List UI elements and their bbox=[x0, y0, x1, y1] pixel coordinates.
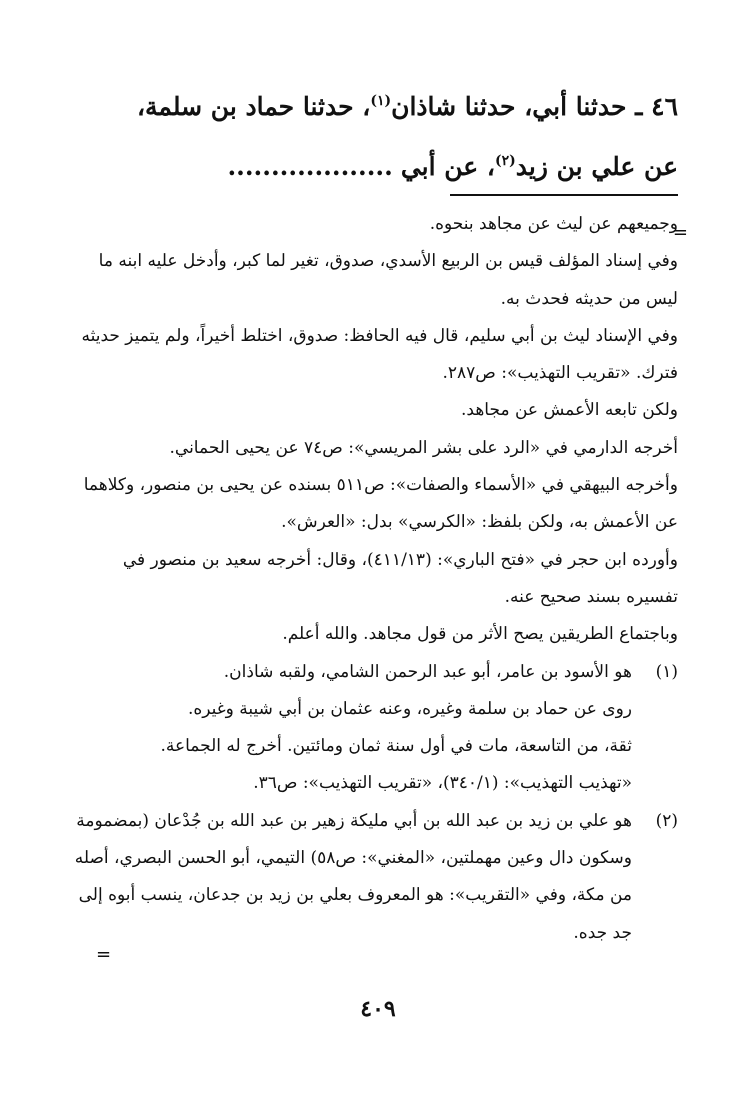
footnote-line: روى عن حماد بن سلمة وغيره، وعنه عثمان بن أبي شيبة وغيره. bbox=[187, 698, 632, 719]
main-text bbox=[78, 72, 678, 196]
main-line-2-cont: ، عن أبي bbox=[400, 152, 495, 181]
footnote-line: ثقة، من التاسعة، مات في أول سنة ثمان ومائتين. أخرج له الجماعة. bbox=[160, 736, 632, 757]
footnote-separator bbox=[450, 194, 678, 196]
main-line-2 bbox=[78, 132, 678, 196]
note-para: وجميعهم عن ليث عن مجاهد بنحوه. bbox=[429, 214, 678, 234]
footnote-line: هو الأسود بن عامر، أبو عبد الرحمن الشامي، ولقبه شاذان. bbox=[223, 661, 632, 682]
note-para: وفي الإسناد ليث بن أبي سليم، قال فيه الحافظ: صدوق، اختلط أخيراً، ولم يتميز حديثه فترك. «تقريب التهذيب»: ص٢٨٧. bbox=[81, 325, 678, 384]
note-para: وأورده ابن حجر في «فتح الباري»: (٤١١/١٣)، وقال: أخرجه سعيد بن منصور في تفسيره بسند صحيح عنه. bbox=[122, 549, 678, 607]
note-para: وباجتماع الطريقين يصح الأثر من قول مجاهد. والله أعلم. bbox=[282, 624, 678, 645]
continuation-mark-bottom: = bbox=[96, 944, 112, 965]
footnote-number-1: (١) bbox=[655, 661, 678, 682]
continuation-mark-top: = bbox=[672, 222, 688, 243]
ellipsis-dots: ................... bbox=[227, 152, 393, 181]
note-para: وفي إسناد المؤلف قيس بن الربيع الأسدي، صدوق، تغير لما كبر، وأدخل عليه ابنه ما ليس من حديثه فحدث به. bbox=[98, 251, 678, 309]
footnote-ref-2: (٢) bbox=[494, 153, 516, 169]
footnotes-block bbox=[73, 206, 678, 952]
footnote-line: هو علي بن زيد بن عبد الله بن أبي مليكة زهير بن عبد الله بن جُدْعان (بمضمومة وسكون دال وعين مهملتين، «المغني»: ص٥٨) التيمي، أبو الحسن البصري، أصله من مكة، وفي «التقريب»: هو المعروف بعلي بن زيد بن جدعان، ينسب أبوه إلى جد جده. bbox=[74, 810, 632, 943]
footnote-ref-1: (١) bbox=[370, 93, 392, 109]
page-number: ٤٠٩ bbox=[360, 996, 396, 1022]
footnote-2 bbox=[73, 803, 678, 952]
note-para: أخرجه الدارمي في «الرد على بشر المريسي»: ص٧٤ عن يحيى الحماني. bbox=[169, 437, 678, 458]
footnote-line: «تهذيب التهذيب»: (٣٤٠/١)، «تقريب التهذيب»: ص٣٦. bbox=[253, 773, 632, 794]
note-para: ولكن تابعه الأعمش عن مجاهد. bbox=[461, 400, 678, 421]
main-line-2-text: عن علي بن زيد bbox=[515, 152, 678, 181]
footnote-number-2: (٢) bbox=[655, 810, 678, 831]
main-line-1 bbox=[78, 72, 678, 136]
note-para: وأخرجه البيهقي في «الأسماء والصفات»: ص٥١١ بسنده عن يحيى بن منصور، وكلاهما عن الأعمش به، ولكن بلفظ: «الكرسي» بدل: «العرش». bbox=[83, 475, 678, 533]
main-line-1-cont: ، حدثنا حماد بن سلمة، bbox=[136, 92, 371, 121]
footnote-1 bbox=[73, 654, 678, 803]
main-line-1-text: ٤٦ ـ حدثنا أبي، حدثنا شاذان bbox=[391, 92, 678, 121]
